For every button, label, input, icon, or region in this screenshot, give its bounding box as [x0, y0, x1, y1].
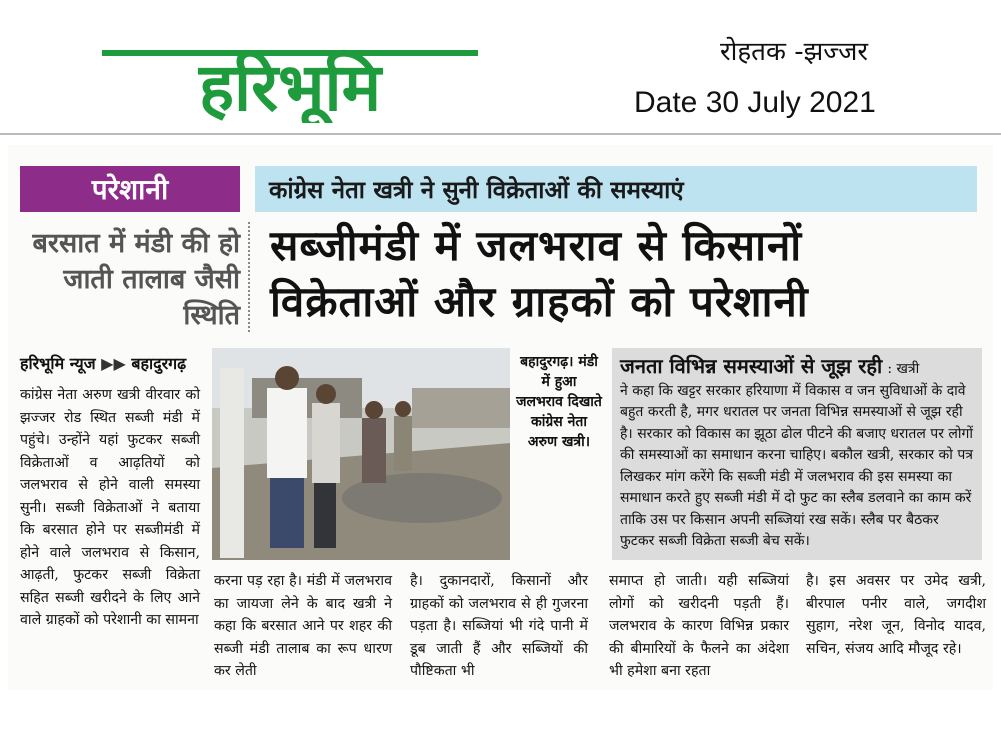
- subheadline: बरसात में मंडी की हो जाती तालाब जैसी स्थिति: [32, 228, 240, 331]
- masthead-logo: [100, 28, 480, 123]
- box-inline: : खत्री: [887, 361, 920, 377]
- haribhoomi-logo: [100, 28, 480, 123]
- byline-source: हरिभूमि न्यूज: [20, 354, 96, 373]
- article-column-4: समाप्त हो जाती। यही सब्जियां लोगों को खरीदनी पड़ती हैं। जलभराव के कारण विभिन्न प्रकार की बीमारियों के फैलने का अंदेशा भी हमेशा बना रहता: [609, 573, 789, 679]
- headline-line-2: विक्रेताओं और ग्राहकों को परेशानी: [270, 277, 809, 326]
- box-heading: जनता विभिन्न समस्याओं से जूझ रही: [620, 354, 883, 378]
- edition-label: रोहतक -झज्जर: [720, 37, 869, 67]
- box-text: ने कहा कि खट्टर सरकार हरियाणा में विकास व जन सुविधाओं के दावे बहुत करती है, मगर धरातल पर जनता विभिन्न समस्याओं से जूझ रही है। सरकार को विकास का झूठा ढोल पीटने की बजाए धरातल पर लोगों की समस्याओं का समाधान करना चाहिए। बकौल खत्री, सरकार को पत्र लिखकर मांग करेंगे कि सब्जी मंडी में जलभराव की इस समस्या का समाधान करते हुए सब्जी मंडी में दो फुट का स्लैब डलवाने का काम करें ताकि उस पर किसान अपनी सब्जियां रख सकें। स्लैब पर बैठकर फुटकर सब्जी विक्रेता सब्जी बेच सकें।: [620, 382, 974, 549]
- article-column-2: करना पड़ रहा है। मंडी में जलभराव का जायजा लेने के बाद खत्री ने कहा कि बरसात आने पर शहर की सब्जी मंडी तालाब का रूप धारण कर लेती: [214, 573, 392, 679]
- subhead-divider: [248, 222, 252, 332]
- headline-line-1: सब्जीमंडी में जलभराव से किसानों: [270, 221, 803, 270]
- category-tag: परेशानी: [20, 166, 240, 212]
- article-column-1: कांग्रेस नेता अरुण खत्री वीरवार को झज्जर रोड स्थित सब्जी मंडी में पहुंचे। उन्होंने यहां फुटकर सब्जी विक्रेताओं व आढ़तियों को जलभराव से होने वाली समस्या सुनी। सब्जी विक्रेताओं ने बताया कि बरसात होने पर सब्जीमंडी में होने वाले जलभराव से किसान, आढ़ती, फुटकर सब्जी विक्रेता सहित सब्जी खरीदने के लिए आने वाले ग्राहकों को परेशानी का सामना: [20, 387, 200, 628]
- logo-text: हरिभूमि: [198, 49, 382, 123]
- byline-arrow-icon: ▶▶: [101, 354, 126, 373]
- sidebar-box: [612, 348, 982, 560]
- article-column-3: है। दुकानदारों, किसानों और ग्राहकों को जलभराव से ही गुजरना पड़ता है। सब्जियां भी गंदे पानी में डूब जाती हैं और सब्जियों की पौष्टिकता भी: [410, 573, 588, 679]
- byline-place: बहादुरगढ़: [131, 354, 187, 373]
- masthead-divider: [0, 133, 1001, 135]
- byline: [20, 352, 186, 374]
- news-photo: [212, 348, 510, 560]
- article-column-5: है। इस अवसर पर उमेद खत्री, बीरपाल पनीर वाले, जगदीश सुहाग, नरेश जून, विनोद यादव, सचिन, संजय आदि मौजूद रहे।: [806, 573, 986, 657]
- date-label: Date 30 July 2021: [634, 86, 876, 119]
- kicker: कांग्रेस नेता खत्री ने सुनी विक्रेताओं की समस्याएं: [255, 166, 977, 212]
- headline: [270, 218, 982, 330]
- photo-caption: बहादुरगढ़। मंडी में हुआ जलभराव दिखाते कांग्रेस नेता अरुण खत्री।: [516, 354, 602, 450]
